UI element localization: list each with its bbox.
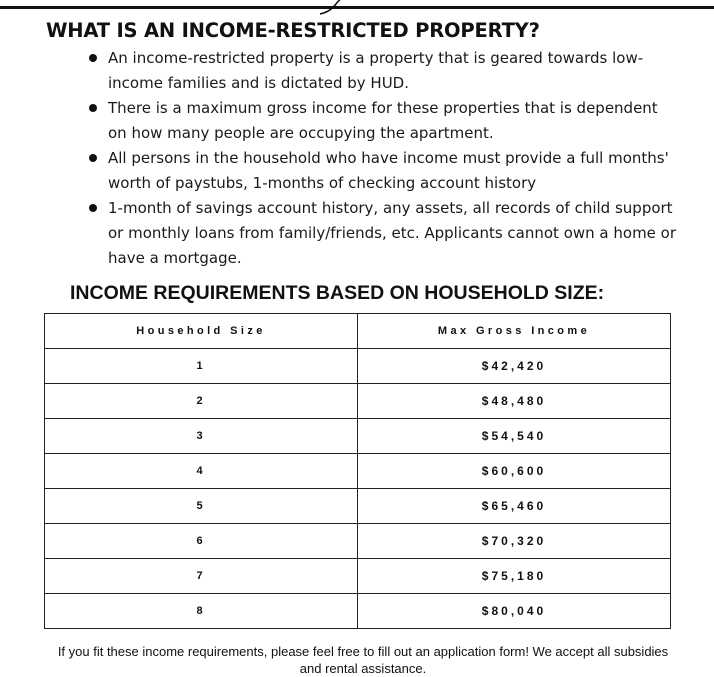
household-size-cell: 8 [45, 594, 358, 629]
bullet-icon [89, 104, 97, 112]
household-size-cell: 4 [45, 454, 358, 489]
bullet-icon [89, 204, 97, 212]
income-requirements-table [44, 313, 671, 629]
bullet-text: All persons in the household who have income must provide a full months' worth of paystubs, 1-months of checking account history [108, 149, 669, 192]
list-item [88, 146, 678, 196]
list-item [88, 46, 678, 96]
household-size-cell: 2 [45, 384, 358, 419]
table-row [45, 419, 671, 454]
max-income-cell: $42,420 [358, 349, 671, 384]
table-row [45, 489, 671, 524]
footnote-text: If you fit these income requirements, please feel free to fill out an application form! We accept all subsidies and rental assistance. [57, 644, 669, 676]
decorative-flourish-icon [318, 0, 348, 16]
table-header-row [45, 314, 671, 349]
bullet-text: There is a maximum gross income for these properties that is dependent on how many people are occupying the apartment. [108, 99, 658, 142]
table-row [45, 559, 671, 594]
max-income-cell: $75,180 [358, 559, 671, 594]
household-size-cell: 3 [45, 419, 358, 454]
table-row [45, 594, 671, 629]
bullet-text: An income-restricted property is a property that is geared towards low-income families and is dictated by HUD. [108, 49, 644, 92]
household-size-cell: 5 [45, 489, 358, 524]
max-income-cell: $60,600 [358, 454, 671, 489]
household-size-cell: 7 [45, 559, 358, 594]
top-divider [0, 6, 714, 9]
bullet-text: 1-month of savings account history, any assets, all records of child support or monthly loans from family/friends, etc. Applicants cannot own a home or have a mortgage. [108, 199, 677, 267]
max-income-cell: $65,460 [358, 489, 671, 524]
table-row [45, 524, 671, 559]
list-item [88, 96, 678, 146]
max-income-cell: $70,320 [358, 524, 671, 559]
max-income-cell: $80,040 [358, 594, 671, 629]
household-size-cell: 1 [45, 349, 358, 384]
max-income-cell: $54,540 [358, 419, 671, 454]
column-header-household-size: Household Size [45, 314, 358, 349]
table-row [45, 349, 671, 384]
list-item [88, 196, 678, 271]
max-income-cell: $48,480 [358, 384, 671, 419]
table-row [45, 384, 671, 419]
info-bullet-list [88, 46, 678, 271]
household-size-cell: 6 [45, 524, 358, 559]
bullet-icon [89, 154, 97, 162]
table-row [45, 454, 671, 489]
section-heading-income-requirements: INCOME REQUIREMENTS BASED ON HOUSEHOLD SIZE: [70, 282, 605, 304]
column-header-max-gross-income: Max Gross Income [358, 314, 671, 349]
section-heading-income-restricted: WHAT IS AN INCOME-RESTRICTED PROPERTY? [46, 19, 540, 42]
bullet-icon [89, 54, 97, 62]
